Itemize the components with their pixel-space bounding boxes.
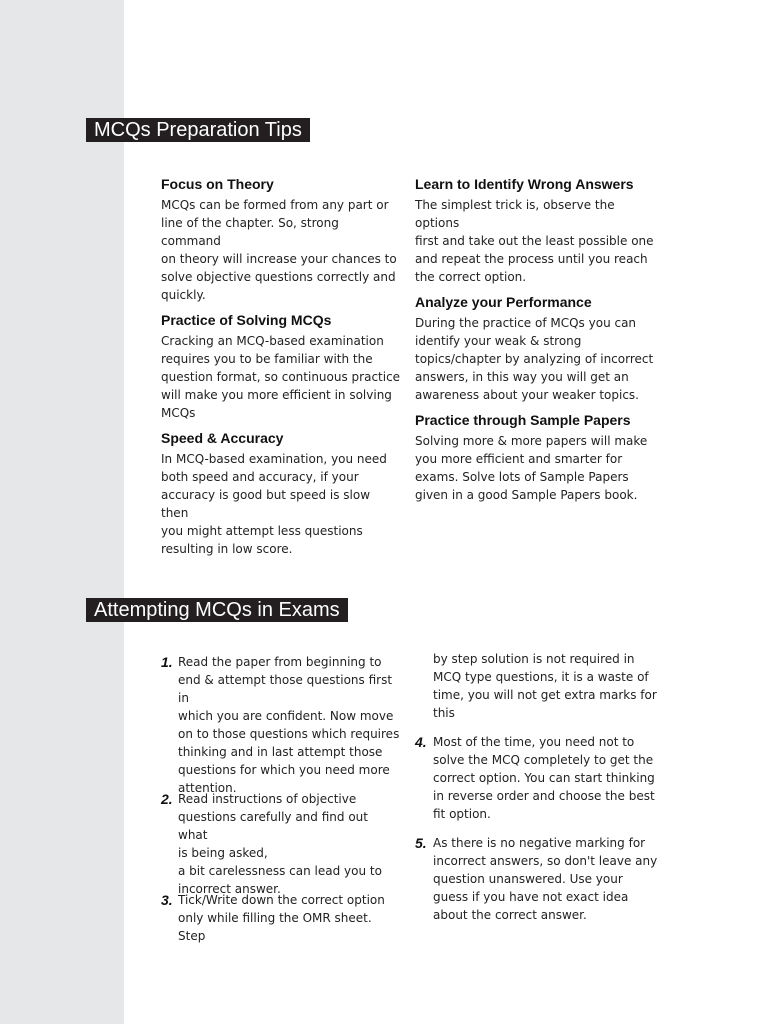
list-item-1 [161,653,401,797]
list-item-5 [415,834,665,924]
tip-identify-wrong-answers [415,176,655,286]
tip-body: Cracking an MCQ-based examination requires you to be familiar with the question format, so continuous practice will make you more efficient in solving MCQs [161,334,401,420]
tip-body: MCQs can be formed from any part or line of the chapter. So, strong command on theory will increase your chances to solve objective questions correctly and quickly. [161,198,397,302]
list-text: As there is no negative marking for incorrect answers, so don't leave any question unanswered. Use your guess if you have not exact idea about the correct answer. [433,836,658,922]
tip-title: Practice of Solving MCQs [161,312,332,328]
tip-sample-papers [415,412,655,504]
tip-title: Analyze your Performance [415,294,592,310]
attempt-section-heading: Attempting MCQs in Exams [86,598,348,622]
tip-body: Solving more & more papers will make you more efficient and smarter for exams. Solve lots of Sample Papers given in a good Sample Papers book. [415,434,648,502]
tips-section-heading: MCQs Preparation Tips [86,118,310,142]
tip-practice-solving-mcqs [161,312,401,422]
tip-analyze-performance [415,294,655,404]
list-text: Most of the time, you need not to solve the MCQ completely to get the correct option. You can start thinking in reverse order and choose the best fit option. [433,735,655,821]
tip-speed-accuracy [161,430,401,558]
tip-body: The simplest trick is, observe the options first and take out the least possible one and repeat the process until you reach the correct option. [415,198,654,284]
list-item-4 [415,733,665,823]
list-number: 4. [415,734,427,750]
tips-left-column [161,176,401,558]
tip-title: Focus on Theory [161,176,274,192]
list-text: by step solution is not required in MCQ type questions, it is a waste of time, you will not get extra marks for this [433,652,657,720]
list-text: Read the paper from beginning to end & attempt those questions first in which you are confident. Now move on to those questions which requires thinking and in last attempt those questions for which you need more attention. [178,655,400,795]
tip-title: Speed & Accuracy [161,430,284,446]
list-number: 1. [161,654,173,670]
list-item-2 [161,790,401,898]
list-number: 5. [415,835,427,851]
list-text: Tick/Write down the correct option only while filling the OMR sheet. Step [178,893,385,943]
tip-focus-on-theory [161,176,401,304]
tip-title: Learn to Identify Wrong Answers [415,176,634,192]
list-number: 2. [161,791,173,807]
tips-right-column [415,176,655,504]
list-item-3 [161,891,401,945]
tip-body: During the practice of MCQs you can identify your weak & strong topics/chapter by analyzing of incorrect answers, in this way you will get an awareness about your weaker topics. [415,316,654,402]
list-item-3-continued [433,650,663,722]
tip-title: Practice through Sample Papers [415,412,631,428]
list-number: 3. [161,892,173,908]
tip-body: In MCQ-based examination, you need both speed and accuracy, if your accuracy is good but speed is slow then you might attempt less questions resulting in low score. [161,452,387,556]
page-margin-strip [0,0,124,1024]
list-text: Read instructions of objective questions carefully and find out what is being asked, a bit carelessness can lead you to incorrect answer. [178,792,382,896]
